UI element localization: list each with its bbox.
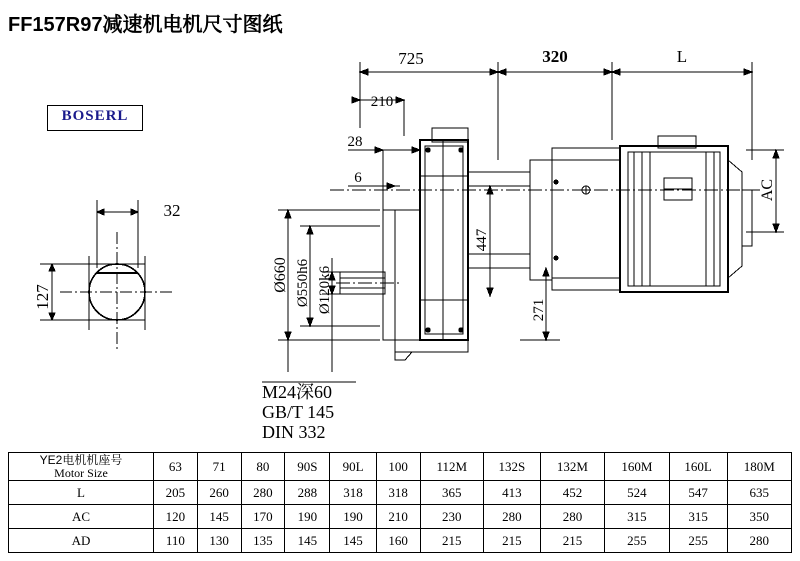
dim-label-6: 6 [354, 170, 362, 186]
dim-label-320: 320 [542, 47, 568, 66]
brand-logo: BOSERL [61, 108, 129, 124]
table-cell: 160 [376, 529, 420, 553]
table-cell: 230 [420, 505, 484, 529]
table-cell: 215 [484, 529, 541, 553]
dim-label-210: 210 [370, 94, 394, 110]
table-cell: 280 [727, 529, 791, 553]
table-cell: 413 [484, 481, 541, 505]
dim-label-127: 127 [33, 284, 52, 310]
table-col-head: 180M [727, 453, 791, 481]
table-col-head: 80 [241, 453, 285, 481]
table-cell: 205 [154, 481, 198, 505]
motor-adapter [530, 148, 620, 290]
table-row [9, 529, 792, 553]
table-cell: 350 [727, 505, 791, 529]
dim-label-32: 32 [163, 201, 181, 220]
dim-label-L: L [676, 47, 688, 66]
table-cell: 318 [330, 481, 376, 505]
table-cell: 524 [605, 481, 669, 505]
table-cell: 215 [540, 529, 604, 553]
dim-320 [498, 69, 612, 75]
table-col-head: 71 [197, 453, 241, 481]
table-cell: 130 [197, 529, 241, 553]
table-col-head: 90L [330, 453, 376, 481]
table-cell: 547 [669, 481, 727, 505]
table-cell: 452 [540, 481, 604, 505]
table-cell: 120 [154, 505, 198, 529]
table-col-head: 90S [285, 453, 330, 481]
table-cell: 145 [330, 529, 376, 553]
table-cell: 215 [420, 529, 484, 553]
page-title: FF157R97减速机电机尺寸图纸 [8, 14, 283, 36]
table-cell: 255 [669, 529, 727, 553]
dim-label-120: Ø120k6 [317, 265, 333, 315]
table-header-label-en: Motor Size [54, 465, 108, 480]
left-section-view [60, 232, 175, 352]
dim-725 [360, 69, 498, 75]
row-label-AD: AD [9, 529, 154, 553]
note-line-2: GB/T 145 [262, 402, 335, 422]
table-cell: 190 [330, 505, 376, 529]
table-cell: 145 [285, 529, 330, 553]
table-col-head: 132S [484, 453, 541, 481]
row-label-AC: AC [9, 505, 154, 529]
dim-label-660: Ø660 [272, 257, 289, 293]
table-cell: 260 [197, 481, 241, 505]
row-label-L: L [9, 481, 154, 505]
table-cell: 210 [376, 505, 420, 529]
dim-label-725: 725 [398, 49, 424, 68]
table-col-head: 160L [669, 453, 727, 481]
table-cell: 288 [285, 481, 330, 505]
dim-label-447: 447 [474, 228, 490, 252]
table-row-header [9, 453, 792, 481]
table-cell: 315 [669, 505, 727, 529]
table-row [9, 505, 792, 529]
adapter-housing [468, 172, 530, 268]
dim-label-550: Ø550h6 [295, 258, 311, 308]
table-header-label-cn: YE2电机机座号 [39, 453, 123, 467]
table-header-label [9, 453, 154, 481]
note-line-3: DIN 332 [262, 422, 326, 442]
table-col-head: 132M [540, 453, 604, 481]
motor-size-table [8, 452, 792, 553]
table-cell: 190 [285, 505, 330, 529]
motor-body [620, 136, 752, 292]
table-cell: 365 [420, 481, 484, 505]
table-cell: 280 [241, 481, 285, 505]
dim-label-28: 28 [347, 134, 363, 150]
table-cell: 170 [241, 505, 285, 529]
table-cell: 145 [197, 505, 241, 529]
table-cell: 110 [154, 529, 198, 553]
gearbox-housing [383, 128, 468, 360]
dim-label-AC: AC [759, 178, 776, 202]
table-cell: 135 [241, 529, 285, 553]
table-row [9, 481, 792, 505]
table-cell: 255 [605, 529, 669, 553]
note-line-1: M24深60 [262, 382, 333, 402]
table-col-head: 100 [376, 453, 420, 481]
table-cell: 280 [540, 505, 604, 529]
dim-label-271: 271 [531, 298, 547, 322]
table-col-head: 63 [154, 453, 198, 481]
table-cell: 635 [727, 481, 791, 505]
table-cell: 315 [605, 505, 669, 529]
table-cell: 280 [484, 505, 541, 529]
table-col-head: 160M [605, 453, 669, 481]
table-cell: 318 [376, 481, 420, 505]
dim-L-top [612, 69, 752, 75]
table-col-head: 112M [420, 453, 484, 481]
